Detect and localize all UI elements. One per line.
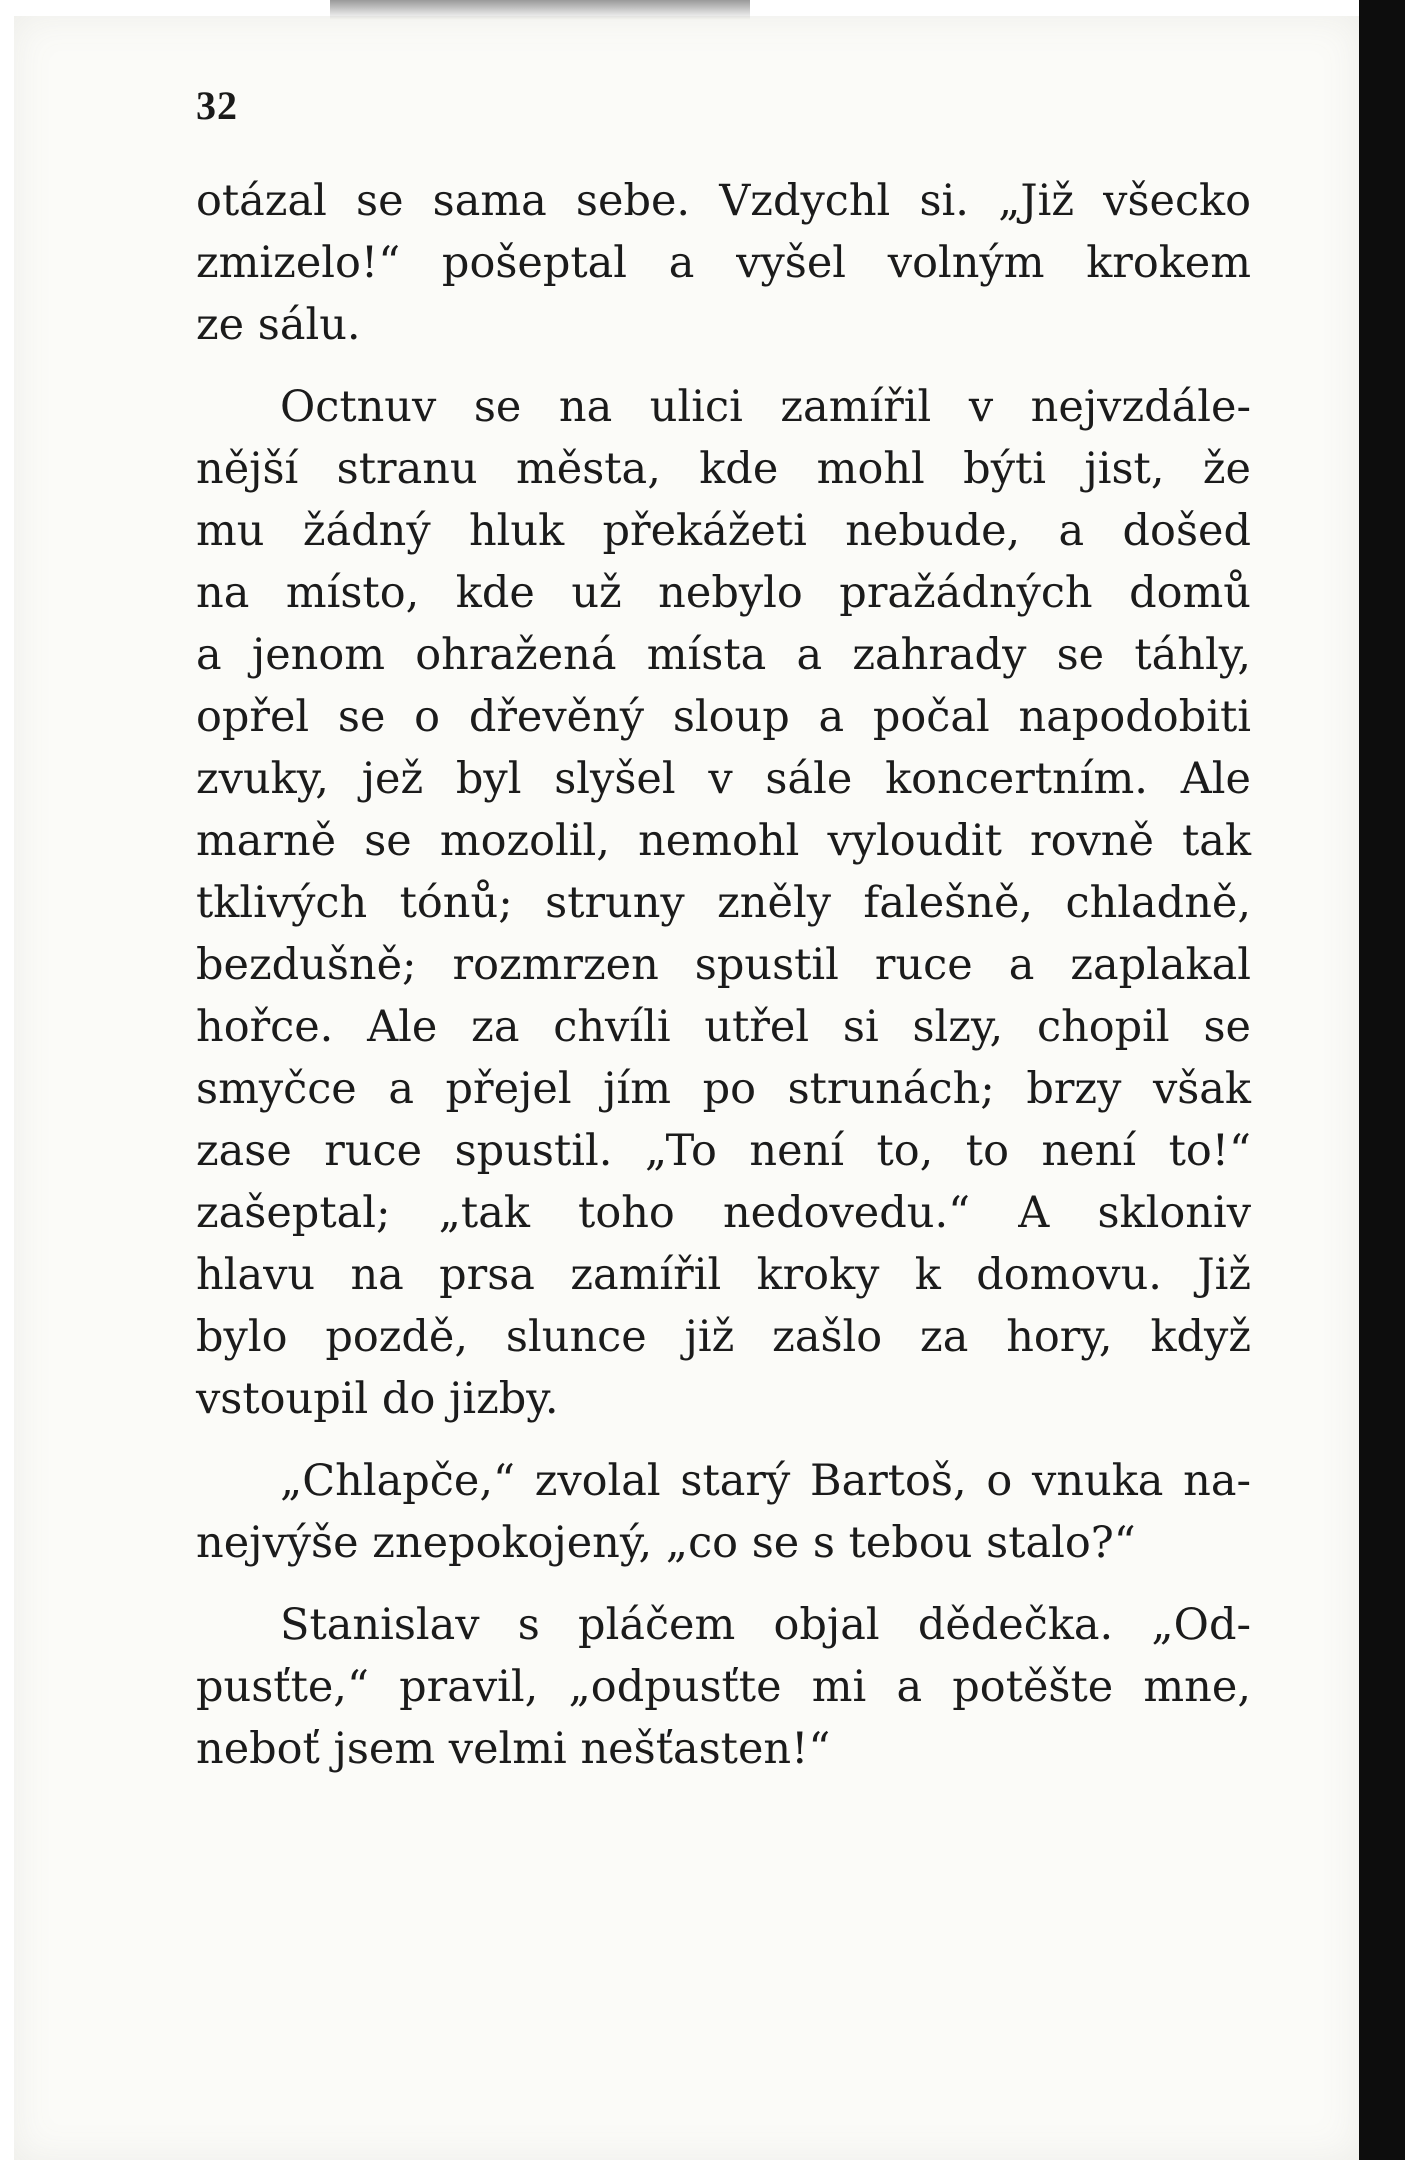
paragraph-gap xyxy=(196,1574,1251,1594)
text-line: zašeptal; „tak toho nedovedu.“ A skloniv xyxy=(196,1188,1251,1238)
paragraph-4 xyxy=(196,1594,1251,1780)
text-line: Stanislav s pláčem objal dědečka. „Od- xyxy=(280,1600,1251,1650)
text-line: vstoupil do jizby. xyxy=(196,1374,559,1424)
text-line: marně se mozolil, nemohl vyloudit rovně tak xyxy=(196,816,1251,866)
text-line: na místo, kde už nebylo pražádných domů xyxy=(196,568,1251,618)
page-top-shadow xyxy=(330,0,750,20)
text-line: otázal se sama sebe. Vzdychl si. „Již všecko xyxy=(196,176,1251,226)
text-line: neboť jsem velmi nešťasten!“ xyxy=(196,1724,831,1774)
text-line: tklivých tónů; struny zněly falešně, chladně, xyxy=(196,878,1251,928)
text-line: bezdušně; rozmrzen spustil ruce a zaplakal xyxy=(196,940,1251,990)
paragraph-2 xyxy=(196,376,1251,1430)
paragraph-1 xyxy=(196,170,1251,356)
text-line: smyčce a přejel jím po strunách; brzy však xyxy=(196,1064,1251,1114)
text-line: hlavu na prsa zamířil kroky k domovu. Již xyxy=(196,1250,1251,1300)
text-line: „Chlapče,“ zvolal starý Bartoš, o vnuka na- xyxy=(280,1456,1251,1506)
text-line: a jenom ohražená místa a zahrady se táhly, xyxy=(196,630,1251,680)
body-text xyxy=(196,170,1251,1780)
text-line: bylo pozdě, slunce již zašlo za hory, když xyxy=(196,1312,1251,1362)
paragraph-3 xyxy=(196,1450,1251,1574)
text-line: zmizelo!“ pošeptal a vyšel volným krokem xyxy=(196,238,1251,288)
page-binding-edge xyxy=(1359,0,1405,2160)
text-line: mu žádný hluk překážeti nebude, a došed xyxy=(196,506,1251,556)
text-line: opřel se o dřevěný sloup a počal napodobiti xyxy=(196,692,1251,742)
text-line: zase ruce spustil. „To není to, to není to!“ xyxy=(196,1126,1251,1176)
paragraph-gap xyxy=(196,356,1251,376)
text-line: Octnuv se na ulici zamířil v nejvzdále- xyxy=(280,382,1251,432)
text-line: nejvýše znepokojený, „co se s tebou stalo?“ xyxy=(196,1518,1136,1568)
page-number: 32 xyxy=(196,83,238,128)
text-line: pusťte,“ pravil, „odpusťte mi a potěšte mne, xyxy=(196,1662,1251,1712)
text-line: nější stranu města, kde mohl býti jist, že xyxy=(196,444,1251,494)
text-line: hořce. Ale za chvíli utřel si slzy, chopil se xyxy=(196,1002,1251,1052)
text-line: ze sálu. xyxy=(196,300,361,350)
text-line: zvuky, jež byl slyšel v sále koncertním. Ale xyxy=(196,754,1251,804)
paragraph-gap xyxy=(196,1430,1251,1450)
